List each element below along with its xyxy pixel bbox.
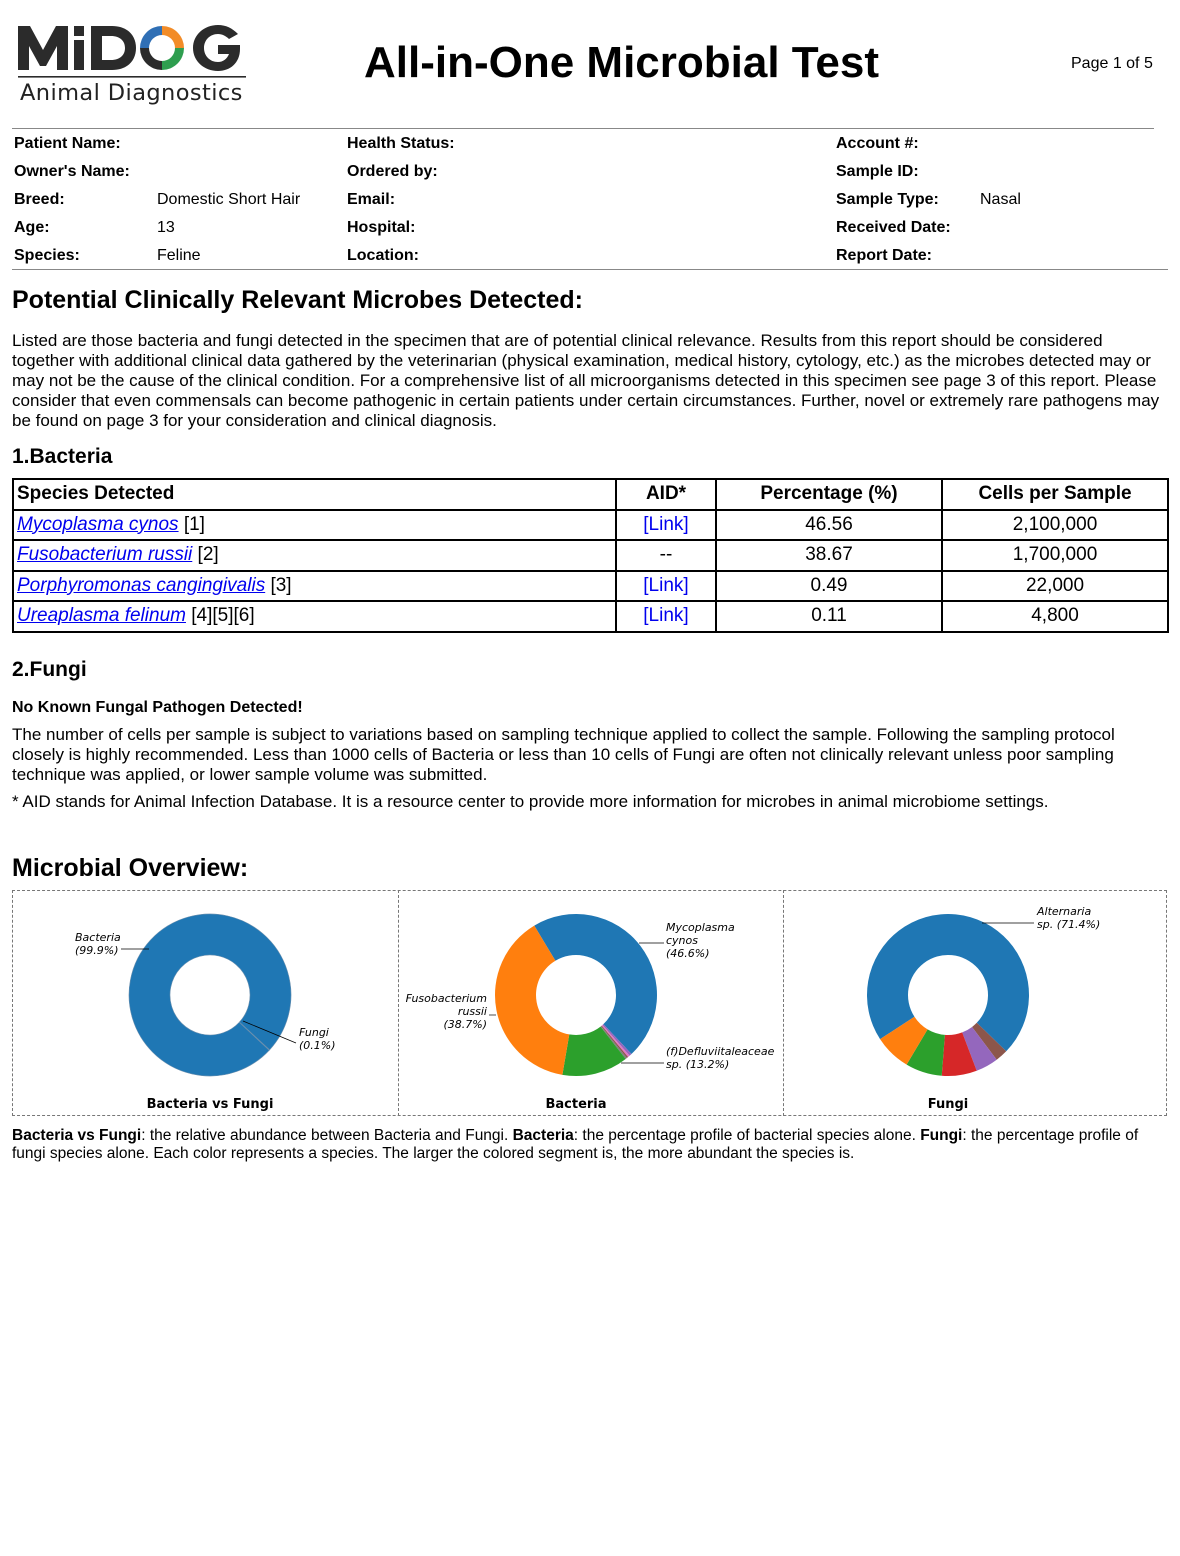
patient-name-label: Patient Name: [14,135,121,152]
caption-term: Fungi [920,1127,963,1144]
chart-title: Fungi [927,1097,969,1112]
table-row [13,601,1168,632]
overview-caption [12,1127,1167,1163]
caption-term: Bacteria [512,1127,574,1144]
no-fungal-pathogen: No Known Fungal Pathogen Detected! [12,699,303,716]
breed-value: Domestic Short Hair [157,191,301,208]
ordered-by-label: Ordered by: [347,163,438,180]
location-label: Location: [347,247,419,264]
bacteria-heading: 1.Bacteria [12,445,113,468]
table-row [13,540,1168,571]
caption-text: : the relative abundance between Bacteria and Fungi. [141,1127,513,1144]
percentage-cell: 46.56 [716,510,942,541]
percentage-cell: 0.49 [716,571,942,602]
table-row [13,510,1168,541]
col-aid: AID* [616,479,716,510]
slice-label: (38.7%) [443,1018,487,1031]
species-link[interactable]: Ureaplasma felinum [17,605,186,627]
species-label: Species: [14,247,80,264]
slice-label: sp. (13.2%) [666,1058,730,1071]
report-title: All-in-One Microbial Test [364,38,880,87]
pie-slice [129,914,291,1076]
slice-label: (99.9%) [75,944,119,957]
bacteria-chart [399,891,783,1115]
species-cell [13,571,616,602]
chart-title: Bacteria vs Fungi [146,1097,274,1112]
percentage-cell: 38.67 [716,540,942,571]
cells-cell: 1,700,000 [942,540,1168,571]
species-cell [13,540,616,571]
page-number: Page 1 of 5 [1071,55,1153,72]
age-value: 13 [157,219,175,236]
email-label: Email: [347,191,396,208]
relevant-intro: Listed are those bacteria and fungi detected in the specimen that are of potential clinical relevance. Results from this report should be considered together with additional clinical data gathered by the veterinarian (physical examination, medical history, cytology, etc.) as the microbes detected may or may not be the cause of the clinical condition. For a comprehensive list of all microorganisms detected in this specimen see page 3 of this report. Please consider that even commensals can become pathogenic in certain patients under certain circumstances. Further, novel or extremely rare pathogens may be found on page 3 for your consideration and clinical diagnosis. [12,331,1160,430]
species-cell [13,601,616,632]
caption-term: Bacteria vs Fungi [12,1127,142,1144]
account-label: Account #: [836,135,919,152]
slice-label: (f)Defluviitaleaceae [666,1045,775,1058]
reference-numbers: [3] [265,574,292,596]
table-row [13,571,1168,602]
species-link[interactable]: Mycoplasma cynos [17,513,179,535]
info-divider [12,269,1168,270]
sample-id-label: Sample ID: [836,163,919,180]
caption-text: : the percentage profile of fungi species alone. Each color represents a species. The larger the colored segment is, the more abundant the species is. [12,1127,1139,1162]
aid-cell [616,571,716,602]
header-divider [12,128,1154,129]
aid-link[interactable]: [Link] [643,513,689,535]
species-link[interactable]: Fusobacterium russii [17,544,193,566]
table-header-row [13,479,1168,510]
species-cell [13,510,616,541]
slice-label: Fusobacterium [405,992,487,1005]
reference-numbers: [4][5][6] [185,605,255,627]
aid-footnote: * AID stands for Animal Infection Database. It is a resource center to provide more information for microbes in animal microbiome settings. [12,792,1049,811]
report-date-label: Report Date: [836,247,933,264]
bacteria-vs-fungi-chart [13,891,398,1115]
slice-label: russii [457,1005,487,1018]
cells-cell: 4,800 [942,601,1168,632]
slice-label: Fungi [299,1026,329,1039]
bacteria-table [12,478,1169,633]
overview-heading: Microbial Overview: [12,854,249,882]
species-value: Feline [157,247,201,264]
slice-label: Alternaria [1037,905,1092,918]
slice-label: cynos [666,934,698,947]
slice-label: (46.6%) [666,947,710,960]
reference-numbers: [1] [178,513,205,535]
owner-name-label: Owner's Name: [14,163,130,180]
health-status-label: Health Status: [347,135,455,152]
cells-cell: 22,000 [942,571,1168,602]
col-species: Species Detected [13,479,616,510]
hospital-label: Hospital: [347,219,416,236]
aid-cell [616,601,716,632]
slice-label: sp. (71.4%) [1037,918,1101,931]
slice-label: (0.1%) [299,1039,336,1052]
age-label: Age: [14,219,50,236]
sampling-note: The number of cells per sample is subject to variations based on sampling technique applied to collect the sample. Following the sampling protocol closely is highly recommended. Less than 1000 cells of Bacteria or less than 10 cells of Fungi are often not clinically relevant unless poor sampling technique was applied, or lower sample volume was submitted. [12,725,1115,784]
fungi-chart [784,891,1166,1115]
chart-title: Bacteria [545,1097,607,1112]
caption-text: : the percentage profile of bacterial species alone. [573,1127,921,1144]
pie-slice [867,914,1029,1051]
percentage-cell: 0.11 [716,601,942,632]
logo-subtitle: Animal Diagnostics [20,80,243,106]
species-link[interactable]: Porphyromonas cangingivalis [17,574,266,596]
col-cells: Cells per Sample [942,479,1168,510]
breed-label: Breed: [14,191,65,208]
cells-cell: 2,100,000 [942,510,1168,541]
slice-label: Mycoplasma [666,921,735,934]
relevant-heading: Potential Clinically Relevant Microbes Detected: [12,286,583,314]
reference-numbers: [2] [192,544,219,566]
aid-link[interactable]: [Link] [643,605,689,627]
sample-type-value: Nasal [980,191,1021,208]
aid-link[interactable]: [Link] [643,574,689,596]
received-date-label: Received Date: [836,219,951,236]
aid-cell: -- [616,540,716,571]
aid-cell [616,510,716,541]
slice-label: Bacteria [75,931,121,944]
col-percentage: Percentage (%) [716,479,942,510]
fungi-heading: 2.Fungi [12,658,87,681]
sample-type-label: Sample Type: [836,191,939,208]
